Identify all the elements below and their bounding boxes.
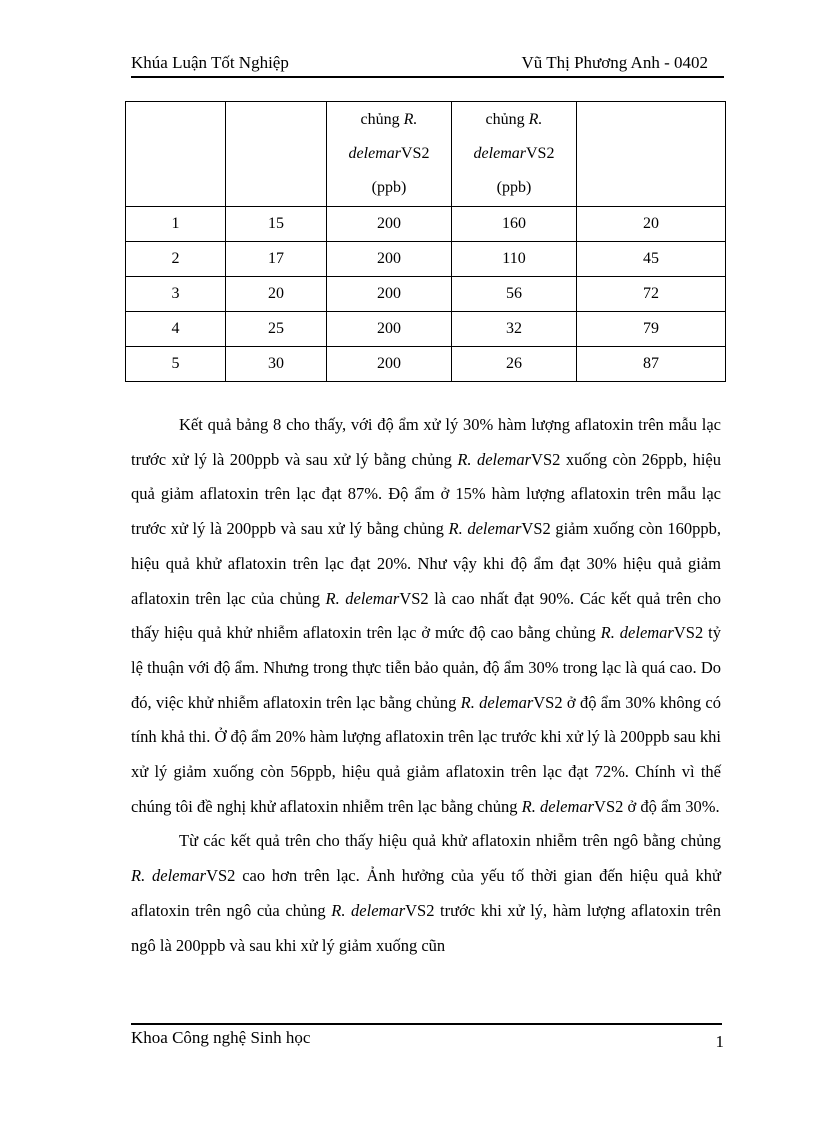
table-header-row: [126, 102, 726, 207]
footer-divider: [131, 1023, 722, 1025]
page-number: 1: [715, 1032, 724, 1051]
table-row: [126, 312, 726, 347]
table-cell: 20: [226, 277, 327, 312]
table-cell: 32: [452, 312, 577, 347]
table-cell: 56: [452, 277, 577, 312]
footer-department: Khoa Công nghệ Sinh học: [131, 1028, 311, 1047]
header-cell: [577, 102, 726, 207]
text-run: Kết quả bảng 8 cho thấy, với độ ẩm xử lý 30% hàm lượng aflatoxin trên mẫu lạc trước xử lý là 200ppb và sau xử lý bằng chủng: [131, 415, 721, 469]
table-cell: 200: [327, 207, 452, 242]
table-cell: 17: [226, 242, 327, 277]
table-cell: 1: [126, 207, 226, 242]
text-run: VS2 tỷ lệ thuận với độ ẩm. Nhưng trong thực tiễn bảo quản, độ ẩm 30% trong lạc là quá cao. Do đó, việc khử nhiễm aflatoxin trên lạc bằng chủng: [131, 623, 721, 712]
species-name: R. delemar: [331, 900, 406, 920]
text-run: Từ các kết quả trên cho thấy hiệu quả khử aflatoxin nhiễm trên ngô bằng chủng: [179, 831, 721, 851]
species-name: R. delemar: [325, 588, 400, 608]
text-run: VS2 ở độ ẩm 30% không có tính khả thi. Ở độ ẩm 20% hàm lượng aflatoxin trên lạc trước khi xử lý là 200ppb sau khi xử lý giảm xuống còn 56ppb, hiệu quả giảm aflatoxin trên lạc đạt 72%. Chính vì thế chúng tôi đề nghị khử aflatoxin nhiễm trên lạc bằng chủng: [131, 692, 722, 816]
header-cell: [226, 102, 327, 207]
table-row: [126, 207, 726, 242]
header-author: Vũ Thị Phương Anh - 0402: [521, 53, 708, 72]
table-row: [126, 347, 726, 382]
table-row: [126, 242, 726, 277]
species-name: R. delemar: [457, 449, 532, 469]
table-row: [126, 277, 726, 312]
table-cell: 79: [577, 312, 726, 347]
table-cell: 45: [577, 242, 726, 277]
table-cell: 4: [126, 312, 226, 347]
text-run: VS2 giảm xuống còn 160ppb, hiệu quả khử aflatoxin trên lạc đạt 20%. Như vậy khi độ ẩm đạt 30% hiệu quả giảm aflatoxin trên lạc của chủng: [131, 519, 721, 608]
text-run: VS2 là cao nhất đạt 90%. Các kết quả trên cho thấy hiệu quả khử nhiễm aflatoxin trên lạc ở mức độ cao bằng chủng: [131, 588, 721, 643]
header-cell-before: chủng R. delemarVS2 (ppb): [327, 102, 452, 207]
table-cell: 5: [126, 347, 226, 382]
header-title: Khúa Luận Tốt Nghiệp: [131, 53, 289, 72]
paragraph: [131, 824, 721, 963]
species-name: R. delemar: [448, 519, 522, 539]
species-name: R. delemar: [131, 866, 207, 886]
species-name: R. delemar: [521, 796, 595, 816]
body-text: [131, 408, 721, 963]
page-header: [131, 50, 724, 78]
table-cell: 200: [327, 242, 452, 277]
table-cell: 26: [452, 347, 577, 382]
table-cell: 20: [577, 207, 726, 242]
table-cell: 110: [452, 242, 577, 277]
table-cell: 72: [577, 277, 726, 312]
table-cell: 25: [226, 312, 327, 347]
header-cell-after: chủng R. delemarVS2 (ppb): [452, 102, 577, 207]
table-cell: 200: [327, 347, 452, 382]
table-cell: 160: [452, 207, 577, 242]
species-name: R. delemar: [600, 623, 674, 643]
species-name: R. delemar: [460, 692, 534, 712]
table-cell: 200: [327, 312, 452, 347]
table-cell: 2: [126, 242, 226, 277]
table-cell: 87: [577, 347, 726, 382]
text-run: VS2 cao hơn trên lạc. Ảnh hưởng của yếu tố thời gian đến hiệu quả khử aflatoxin trên ngô của chủng: [131, 866, 721, 920]
table-cell: 30: [226, 347, 327, 382]
table-cell: 200: [327, 277, 452, 312]
text-run: VS2 trước khi xử lý, hàm lượng aflatoxin trên ngô là 200ppb và sau khi xử lý giảm xuống cũn: [131, 900, 721, 955]
text-run: VS2 ở độ ẩm 30%.: [594, 796, 720, 816]
text-run: VS2 xuống còn 26ppb, hiệu quả giảm aflatoxin trên lạc đạt 87%. Độ ẩm ở 15% hàm lượng aflatoxin trên mẫu lạc trước xử lý là 200ppb và sau xử lý bằng chủng: [131, 449, 721, 539]
table-cell: 3: [126, 277, 226, 312]
results-table: [125, 101, 726, 382]
table-cell: 15: [226, 207, 327, 242]
paragraph: [131, 408, 721, 824]
header-cell: [126, 102, 226, 207]
